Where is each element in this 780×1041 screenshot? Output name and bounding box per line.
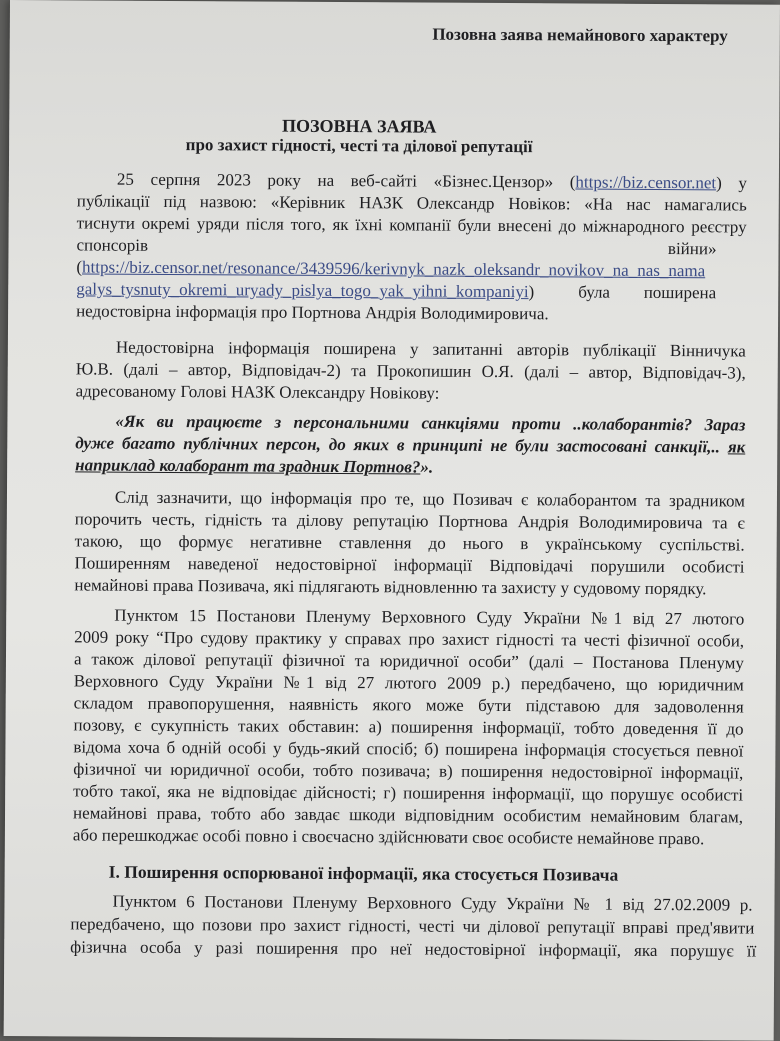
paragraph-line: або перешкоджає особі повно і своєчасно здійснювати своє особисте немайнове право. [72, 825, 705, 849]
paragraph-line: Слід зазначити, що інформація про те, що Позивач є колаборантом та зрадником [114, 487, 746, 511]
paragraph-text: поширена [643, 282, 717, 303]
paragraph-line: немайнові права, тобто або завдає шкоди відповідним особистим немайновим благам, [72, 803, 744, 827]
paragraph-line: а також ділової репутації фізичної та юридичної особи” (далі – Постанова Пленуму [73, 649, 745, 673]
quote-text: дуже багато публічних персон, до яких в принципі не були застосовані санкції,.. [75, 433, 721, 457]
paragraph-line: позову, є сукупність таких обставин: а) поширення інформації, тобто доведення її до [73, 715, 744, 739]
paragraph-text: ( [76, 257, 83, 277]
paragraph-line: Поширенням наведеної недостовірної інформації Відповідачі порушили особисті [74, 553, 745, 577]
paragraph-line: тиснути окремі уряди після того, як їхні компанії були внесені до міжнародного реєстру [76, 213, 747, 237]
paragraph-line: публікації під назвою: «Керівник НАЗК Олександр Новіков: «На нас намагались [76, 191, 747, 215]
paragraph-line: Недостовірна інформація поширена у запитанні авторів публікації Вінничука [115, 337, 746, 361]
document-title: ПОЗОВНА ЗАЯВА [281, 115, 437, 137]
paragraph-line: адресованому Голові НАЗК Олександру Новікову: [75, 381, 440, 403]
paragraph-line: передбачено, що позови про захист гідності, честі чи ділової репутації вправі пред'явити [70, 914, 755, 938]
quote-text: ». [420, 457, 434, 477]
paragraph-line [76, 278, 534, 303]
paragraph-text: ) у [716, 173, 747, 193]
paragraph-text: була [578, 282, 611, 302]
document-header: Позовна заява немайнового характеру [432, 24, 728, 46]
article-link[interactable]: https://biz.censor.net/resonance/3439596/kerivnyk_nazk_oleksandr_novikov_na_nas_nama [81, 257, 706, 281]
document-subtitle: про захист гідності, честі та ділової репутації [185, 135, 533, 157]
quote-line [75, 454, 433, 478]
quote-text-underlined: наприклад колаборант та зрадник Портнов? [75, 455, 421, 477]
paragraph-line: фізичної чи юридичної особи, тобто позивача; в) поширення недостовірної інформації, [73, 759, 744, 783]
paragraph-line: фізична особа у разі поширення про неї недостовірної інформації, яка порушує її [70, 937, 757, 961]
paragraph-line: Пунктом 15 Постанови Пленуму Верховного Суду України №1 від 27 лютого [114, 605, 745, 629]
section-heading: I. Поширення оспорюваної інформації, яка стосується Позивача [108, 861, 619, 885]
paragraph-line: Ю.В. (далі – автор, Відповідач-2) та Прокопишин О.Я. (далі – автор, Відповідач-3), [75, 359, 746, 383]
paragraph-line: складом правопорушення, наявність якого може бути підставою для задоволення [73, 693, 744, 717]
paragraph-text: 25 серпня 2023 року на веб-сайті «Бізнес.Цензор» ( [116, 169, 576, 192]
document-page [4, 0, 780, 1041]
paragraph-line: спонсорів [76, 235, 149, 255]
paragraph-line: порочить честь, гідність та ділову репутацію Портнова Андрія Володимировича та є [74, 509, 745, 533]
article-link-continued[interactable]: galys_tysnuty_okremi_uryady_pislya_togo_yak_yihni_kompaniyi [76, 279, 529, 302]
paragraph-line: Пунктом 6 Постанови Пленуму Верховного Суду України № 1 від 27.02.2009 р. [112, 891, 753, 915]
biz-censor-link[interactable]: https://biz.censor.net [575, 172, 717, 193]
paragraph-line: такою, що формує негативне ставлення до нього в українському суспільстві. [74, 531, 745, 555]
paragraph-text: ) [528, 282, 535, 302]
paragraph-line: недостовірна інформація про Портнова Андрія Володимировича. [76, 301, 549, 324]
quote-text-underlined: як [727, 437, 746, 457]
paragraph-line: тобто такої, яка не відповідає дійсності; г) поширення інформації, що порушує особисті [73, 781, 744, 805]
paragraph-line: Верховного Суду України №1 від 27 лютого 2009 р.) передбачено, що юридичним [73, 671, 744, 695]
quote-line: «Як ви працюєте з персональними санкціями проти ..колаборантів? Зараз [115, 411, 746, 435]
paragraph-line: 2009 року “Про судову практику у справах про захист гідності та честі фізичної особи, [74, 627, 745, 651]
paragraph-line: немайнові права Позивача, які підлягають відновленню та захисту у судовому порядку. [74, 575, 707, 599]
paragraph-line: війни» [667, 239, 717, 259]
paragraph-line: відома хоча б одній особі у будь-який спосіб; б) поширена інформація стосується певної [73, 737, 744, 761]
